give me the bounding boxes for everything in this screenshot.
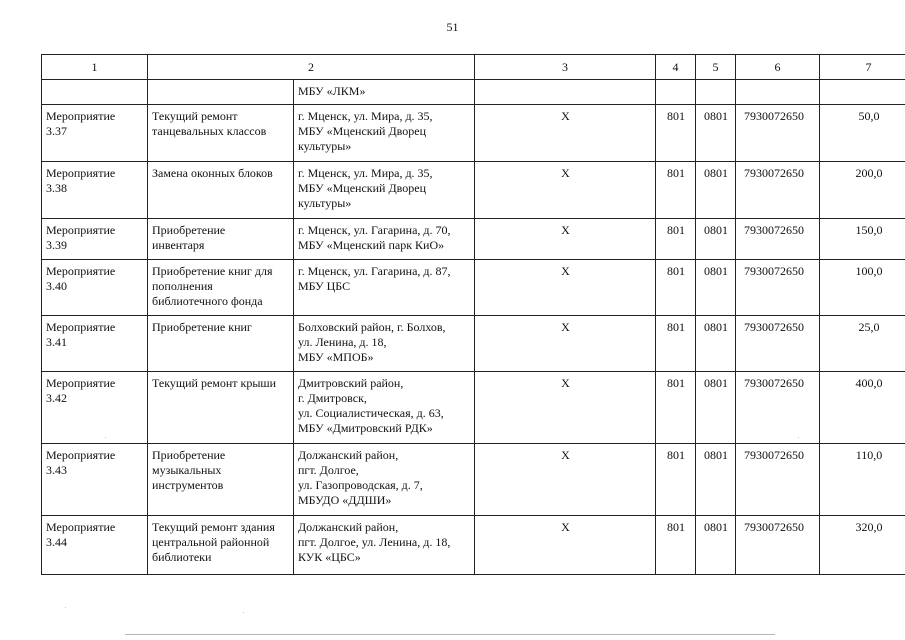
col4-cell-text: 801 [667, 264, 685, 278]
place-cell-text: г. Мценск, ул. Гагарина, д. 70, МБУ «Мценский парк КиО» [298, 223, 451, 252]
place-cell [294, 372, 475, 444]
event-cell-text: Мероприятие 3.44 [46, 520, 116, 549]
table-row [42, 372, 905, 444]
col7-cell [820, 260, 905, 316]
col5-cell-text: 0801 [704, 520, 728, 534]
event-cell [42, 516, 148, 575]
event-cell-text: Мероприятие 3.42 [46, 376, 116, 405]
scan-speck [65, 607, 66, 608]
col5-cell [696, 260, 736, 316]
action-cell [148, 316, 294, 372]
table-row [42, 260, 905, 316]
action-cell-text: Приобретение книг [152, 320, 252, 334]
header-col-1: 1 [42, 55, 148, 80]
action-cell-text: Приобретение инвентаря [152, 223, 226, 252]
place-cell-text: Дмитровский район, г. Дмитровск, ул. Социалистическая, д. 63, МБУ «Дмитровский РДК» [298, 376, 444, 435]
col4-cell [656, 444, 696, 516]
col3-cell [475, 316, 656, 372]
col6-cell-text: 7930072650 [744, 448, 804, 462]
bottom-rule [125, 634, 775, 635]
col7-cell-text: 25,0 [858, 320, 880, 334]
col4-cell [656, 372, 696, 444]
col4-cell-text: 801 [667, 166, 685, 180]
place-cell [294, 105, 475, 162]
col3-cell [475, 260, 656, 316]
col3-cell [475, 219, 656, 260]
header-col-6: 6 [736, 55, 820, 80]
col7-cell-text: 150,0 [855, 223, 883, 237]
col6-cell-text: 7930072650 [744, 264, 804, 278]
place-cell [294, 260, 475, 316]
col6-cell [736, 372, 820, 444]
event-cell-text: Мероприятие 3.37 [46, 109, 116, 138]
col6-cell-text: 7930072650 [744, 376, 804, 390]
col4-cell-text: 801 [667, 448, 685, 462]
col6-cell-text: 7930072650 [744, 166, 804, 180]
cell-empty [656, 80, 696, 105]
place-cell [294, 219, 475, 260]
col6-cell [736, 316, 820, 372]
table-row [42, 162, 905, 219]
col3-cell-text: Х [561, 376, 570, 390]
col7-cell-text: 200,0 [855, 166, 883, 180]
budget-table [41, 54, 905, 575]
col6-cell [736, 444, 820, 516]
col5-cell-text: 0801 [704, 109, 728, 123]
table-row [42, 105, 905, 162]
place-cell [294, 316, 475, 372]
col3-cell [475, 444, 656, 516]
action-cell [148, 516, 294, 575]
place-cell [294, 516, 475, 575]
action-cell-text: Текущий ремонт здания центральной районной библиотеки [152, 520, 275, 564]
col5-cell [696, 372, 736, 444]
col3-cell-text: Х [561, 264, 570, 278]
action-cell [148, 372, 294, 444]
event-cell [42, 372, 148, 444]
action-cell-text: Замена оконных блоков [152, 166, 273, 180]
col5-cell-text: 0801 [704, 320, 728, 334]
cell-empty [148, 80, 294, 105]
header-row [42, 55, 905, 80]
col7-cell [820, 516, 905, 575]
scan-speck [105, 437, 106, 438]
place-cell-text: г. Мценск, ул. Мира, д. 35, МБУ «Мценский Дворец культуры» [298, 109, 433, 153]
col7-cell [820, 372, 905, 444]
cell-empty [42, 80, 148, 105]
event-cell-text: Мероприятие 3.43 [46, 448, 116, 477]
col3-cell-text: Х [561, 166, 570, 180]
event-cell-text: Мероприятие 3.38 [46, 166, 116, 195]
col5-cell-text: 0801 [704, 448, 728, 462]
col4-cell-text: 801 [667, 320, 685, 334]
col7-cell [820, 444, 905, 516]
col7-cell [820, 219, 905, 260]
col5-cell-text: 0801 [704, 223, 728, 237]
action-cell [148, 219, 294, 260]
table-row [42, 516, 905, 575]
cell-empty [475, 80, 656, 105]
action-cell-text: Текущий ремонт крыши [152, 376, 277, 390]
event-cell [42, 444, 148, 516]
col6-cell-text: 7930072650 [744, 109, 804, 123]
continuation-row [42, 80, 905, 105]
col6-cell [736, 516, 820, 575]
col4-cell [656, 260, 696, 316]
col4-cell [656, 219, 696, 260]
col6-cell [736, 105, 820, 162]
scan-speck [243, 612, 244, 613]
action-cell [148, 162, 294, 219]
place-cell-text: Должанский район, пгт. Долгое, ул. Ленина, д. 18, КУК «ЦБС» [298, 520, 451, 564]
col3-cell [475, 516, 656, 575]
col5-cell [696, 516, 736, 575]
col5-cell [696, 162, 736, 219]
place-cell [294, 444, 475, 516]
col3-cell-text: Х [561, 109, 570, 123]
col5-cell-text: 0801 [704, 264, 728, 278]
col6-cell-text: 7930072650 [744, 223, 804, 237]
header-col-3: 3 [475, 55, 656, 80]
col6-cell-text: 7930072650 [744, 520, 804, 534]
header-col-2: 2 [148, 55, 475, 80]
table-row [42, 219, 905, 260]
page-number: 51 [446, 20, 459, 34]
action-cell-text: Текущий ремонт танцевальных классов [152, 109, 267, 138]
event-cell [42, 105, 148, 162]
event-cell-text: Мероприятие 3.39 [46, 223, 116, 252]
col3-cell-text: Х [561, 448, 570, 462]
cell-empty [736, 80, 820, 105]
col7-cell-text: 320,0 [855, 520, 883, 534]
place-cell [294, 162, 475, 219]
col4-cell-text: 801 [667, 520, 685, 534]
col4-cell-text: 801 [667, 223, 685, 237]
action-cell [148, 105, 294, 162]
col4-cell [656, 516, 696, 575]
action-cell [148, 260, 294, 316]
col5-cell [696, 444, 736, 516]
col5-cell-text: 0801 [704, 376, 728, 390]
table-row [42, 316, 905, 372]
col3-cell [475, 162, 656, 219]
event-cell [42, 316, 148, 372]
col7-cell-text: 110,0 [855, 448, 883, 462]
col4-cell-text: 801 [667, 376, 685, 390]
col3-cell [475, 372, 656, 444]
table-row [42, 444, 905, 516]
col3-cell-text: Х [561, 223, 570, 237]
action-cell-text: Приобретение музыкальных инструментов [152, 448, 226, 492]
col7-cell [820, 316, 905, 372]
col5-cell [696, 316, 736, 372]
place-cell-text: Болховский район, г. Болхов, ул. Ленина, д. 18, МБУ «МПОБ» [298, 320, 446, 364]
col7-cell-text: 400,0 [855, 376, 883, 390]
col7-cell [820, 162, 905, 219]
col7-cell [820, 105, 905, 162]
col4-cell [656, 316, 696, 372]
scan-speck [798, 437, 799, 438]
event-cell-text: Мероприятие 3.41 [46, 320, 116, 349]
col6-cell [736, 162, 820, 219]
event-cell-text: Мероприятие 3.40 [46, 264, 116, 293]
event-cell [42, 260, 148, 316]
col5-cell [696, 219, 736, 260]
place-cell-text: г. Мценск, ул. Мира, д. 35, МБУ «Мценский Дворец культуры» [298, 166, 433, 210]
action-cell [148, 444, 294, 516]
col3-cell-text: Х [561, 320, 570, 334]
continuation-text: МБУ «ЛКМ» [294, 80, 475, 105]
col4-cell [656, 162, 696, 219]
col7-cell-text: 50,0 [858, 109, 880, 123]
header-col-7: 7 [820, 55, 905, 80]
col6-cell [736, 219, 820, 260]
cell-empty [820, 80, 905, 105]
col4-cell [656, 105, 696, 162]
col3-cell-text: Х [561, 520, 570, 534]
col5-cell-text: 0801 [704, 166, 728, 180]
event-cell [42, 219, 148, 260]
col5-cell [696, 105, 736, 162]
col4-cell-text: 801 [667, 109, 685, 123]
event-cell [42, 162, 148, 219]
col6-cell [736, 260, 820, 316]
place-cell-text: г. Мценск, ул. Гагарина, д. 87, МБУ ЦБС [298, 264, 451, 293]
col3-cell [475, 105, 656, 162]
header-col-5: 5 [696, 55, 736, 80]
col7-cell-text: 100,0 [855, 264, 883, 278]
cell-empty [696, 80, 736, 105]
place-cell-text: Должанский район, пгт. Долгое, ул. Газопроводская, д. 7, МБУДО «ДДШИ» [298, 448, 423, 507]
col6-cell-text: 7930072650 [744, 320, 804, 334]
action-cell-text: Приобретение книг для пополнения библиотечного фонда [152, 264, 273, 308]
header-col-4: 4 [656, 55, 696, 80]
